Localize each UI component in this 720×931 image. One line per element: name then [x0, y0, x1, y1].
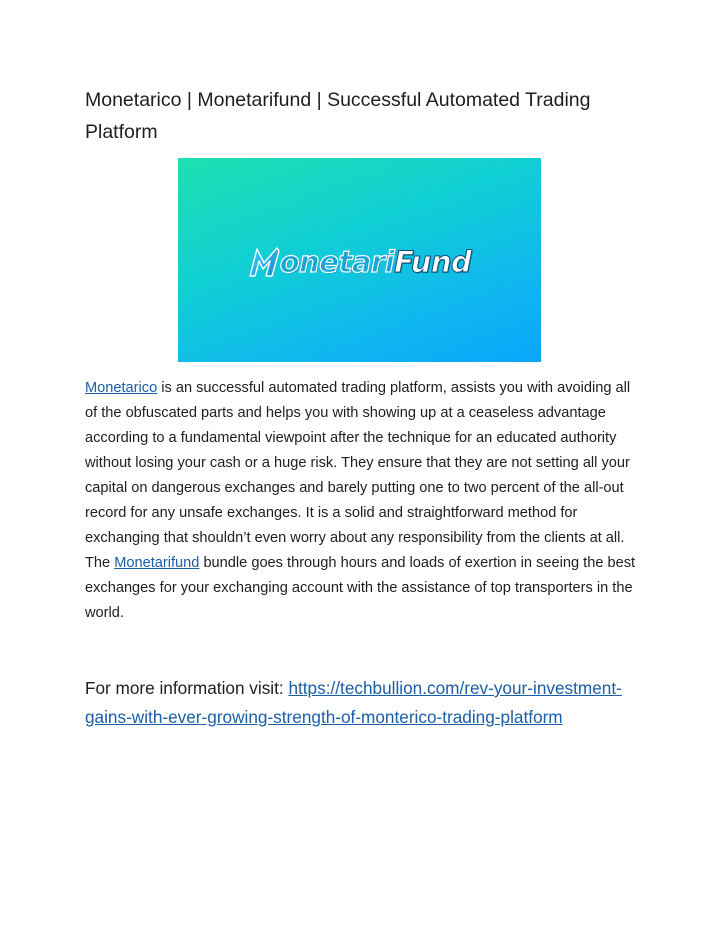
- monetarico-link[interactable]: Monetarico: [85, 380, 158, 396]
- paragraph-text-1: is an successful automated trading platform, assists you with avoiding all of the obfuscated parts and helps you with showing up at a ceaseless advantage according to a fundamental viewpoint after the technique for an educated authority without losing your cash or a huge risk. They ensure that they are not setting all your capital on dangerous exchanges and barely putting one to two percent of the all-out record for any unsafe exchanges. It is a solid and straightforward method for exchanging that shouldn’t even worry about any responsibility from the clients at all. The: [85, 380, 631, 571]
- more-info-label: For more information visit:: [85, 678, 289, 698]
- techbullion-article-link[interactable]: https://techbullion.com/rev-your-investment-gains-with-ever-growing-strength-of-monterico-trading-platform: [85, 678, 622, 727]
- description-paragraph: [85, 376, 645, 626]
- paragraph-text-2: bundle goes through hours and loads of exertion in seeing the best exchanges for your exchanging account with the assistance of top transporters in the world.: [85, 555, 636, 621]
- monetarifund-banner-image: [178, 158, 541, 362]
- page-title: Monetarico | Monetarifund | Successful Automated Trading Platform: [85, 89, 591, 143]
- monetarifund-logo: [248, 247, 472, 277]
- logo-text-onetari: onetari: [279, 245, 395, 279]
- monetarifund-m-logo-icon: [248, 247, 280, 277]
- logo-text-fund: Fund: [394, 245, 472, 279]
- monetarifund-link[interactable]: Monetarifund: [114, 555, 200, 571]
- more-info-line: [85, 674, 645, 732]
